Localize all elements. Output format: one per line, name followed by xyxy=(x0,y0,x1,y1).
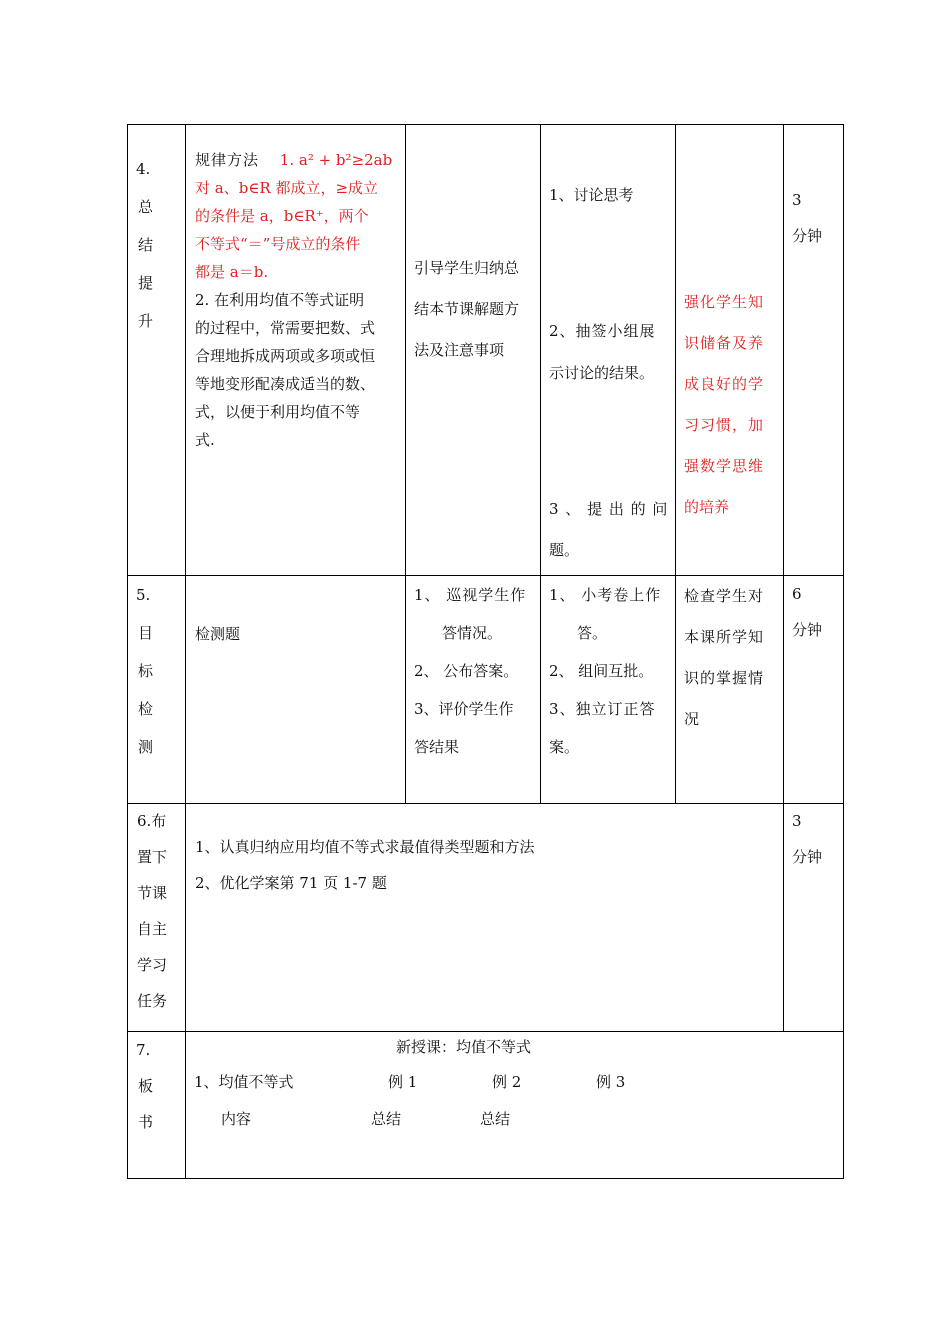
r6-time xyxy=(792,803,840,875)
stage-text: 学习 xyxy=(137,956,168,974)
stage-text: 4. xyxy=(136,160,151,178)
time-unit: 分钟 xyxy=(792,227,823,245)
student-line: 题。 xyxy=(549,541,580,559)
student-line: 3、独立订正答 xyxy=(549,700,656,718)
r4-content xyxy=(195,146,401,454)
time-unit: 分钟 xyxy=(792,621,823,639)
stage-text: 5. xyxy=(136,586,151,604)
method-line: 2. 在利用均值不等式证明 xyxy=(195,291,365,309)
method-line: 式. xyxy=(195,431,215,449)
r4-student xyxy=(549,150,671,570)
r5-content xyxy=(195,621,401,647)
red-line: 对 a、b∈R 都成立，≥成立 xyxy=(195,179,379,197)
method-line: 式，以便于利用均值不等 xyxy=(195,403,361,421)
teacher-line: 2、 公布答案。 xyxy=(414,662,519,680)
board-item: 1、均值不等式 xyxy=(194,1073,294,1091)
board-item: 例 3 xyxy=(596,1073,626,1091)
student-line: 3 、 提 出 的 问 xyxy=(549,500,669,518)
board-item: 总结 xyxy=(371,1110,402,1128)
red-line-1 xyxy=(195,146,401,174)
stage-text: 升 xyxy=(138,312,154,330)
task-item: 2、优化学案第 71 页 1-7 题 xyxy=(195,874,387,892)
r5-intent xyxy=(684,576,780,740)
stage-text: 标 xyxy=(138,662,154,680)
teacher-line: 结本节课解题方 xyxy=(414,300,520,318)
time-value: 6 xyxy=(792,585,802,603)
r5-time xyxy=(792,576,840,648)
stage-text: 7. xyxy=(136,1041,151,1059)
stage-text: 自主 xyxy=(137,920,168,938)
stage-text: 6.布 xyxy=(137,812,167,830)
student-line: 案。 xyxy=(549,738,580,756)
test-label: 检测题 xyxy=(195,625,241,643)
r5-stage xyxy=(136,576,176,766)
formula-text: 1. a² + b²≥2ab xyxy=(279,151,393,169)
teacher-line: 引导学生归纳总 xyxy=(414,259,520,277)
student-line: 2、 组间互批。 xyxy=(549,662,654,680)
teacher-line: 1、 巡视学生作 xyxy=(414,586,527,604)
stage-text: 置下 xyxy=(137,848,168,866)
stage-text: 书 xyxy=(138,1113,154,1131)
time-unit: 分钟 xyxy=(792,848,823,866)
board-item: 总结 xyxy=(480,1110,511,1128)
stage-text: 测 xyxy=(138,738,154,756)
stage-text: 提 xyxy=(138,274,154,292)
intent-line: 强化学生知 xyxy=(684,293,765,311)
r4-time xyxy=(792,182,840,254)
stage-text: 板 xyxy=(138,1077,154,1095)
student-line: 1、讨论思考 xyxy=(549,186,634,204)
red-line: 不等式“＝”号成立的条件 xyxy=(195,235,361,253)
intent-line: 识储备及养 xyxy=(684,334,765,352)
r7-stage xyxy=(136,1032,176,1140)
intent-line: 况 xyxy=(684,710,700,728)
board-item: 例 1 xyxy=(388,1073,418,1091)
board-item: 例 2 xyxy=(492,1073,522,1091)
r4-intent xyxy=(684,282,780,528)
r5-teacher xyxy=(414,576,538,766)
task-item: 1、认真归纳应用均值不等式求最值得类型题和方法 xyxy=(195,838,535,856)
board-item: 内容 xyxy=(221,1110,252,1128)
board-title: 新授课：均值不等式 xyxy=(396,1038,532,1056)
stage-text: 结 xyxy=(138,236,154,254)
student-line: 1、 小考卷上作 xyxy=(549,586,662,604)
intent-line: 的培养 xyxy=(684,498,730,516)
intent-line: 习习惯，加 xyxy=(684,416,765,434)
intent-line: 成良好的学 xyxy=(684,375,765,393)
stage-text: 总 xyxy=(138,198,154,216)
intent-line: 本课所学知 xyxy=(684,628,765,646)
stage-text: 检 xyxy=(138,700,154,718)
r5-student xyxy=(549,576,673,766)
red-line: 都是 a＝b. xyxy=(195,263,269,281)
teacher-line: 答结果 xyxy=(414,738,460,756)
time-value: 3 xyxy=(792,812,802,830)
intent-line: 强数学思维 xyxy=(684,457,765,475)
r4-stage xyxy=(136,150,176,340)
method-line: 等地变形配凑成适当的数、 xyxy=(195,375,376,393)
intent-line: 检查学生对 xyxy=(684,587,765,605)
r6-stage xyxy=(137,803,183,1019)
student-line: 答。 xyxy=(577,624,608,642)
teacher-line: 法及注意事项 xyxy=(414,341,505,359)
method-line: 的过程中，常需要把数、式 xyxy=(195,319,376,337)
student-line: 示讨论的结果。 xyxy=(549,364,655,382)
method-label: 规律方法 xyxy=(195,151,260,169)
r4-teacher xyxy=(414,248,536,371)
r6-items xyxy=(195,829,775,901)
teacher-line: 答情况。 xyxy=(442,624,503,642)
stage-text: 任务 xyxy=(137,992,168,1010)
stage-text: 目 xyxy=(138,624,154,642)
stage-text: 节课 xyxy=(137,884,168,902)
r7-board xyxy=(186,1032,842,1177)
red-line: 的条件是 a，b∈R⁺，两个 xyxy=(195,207,369,225)
time-value: 3 xyxy=(792,191,802,209)
teacher-line: 3、评价学生作 xyxy=(414,700,514,718)
method-line: 合理地拆成两项或多项或恒 xyxy=(195,347,376,365)
student-line: 2、抽签小组展 xyxy=(549,322,656,340)
intent-line: 识的掌握情 xyxy=(684,669,765,687)
